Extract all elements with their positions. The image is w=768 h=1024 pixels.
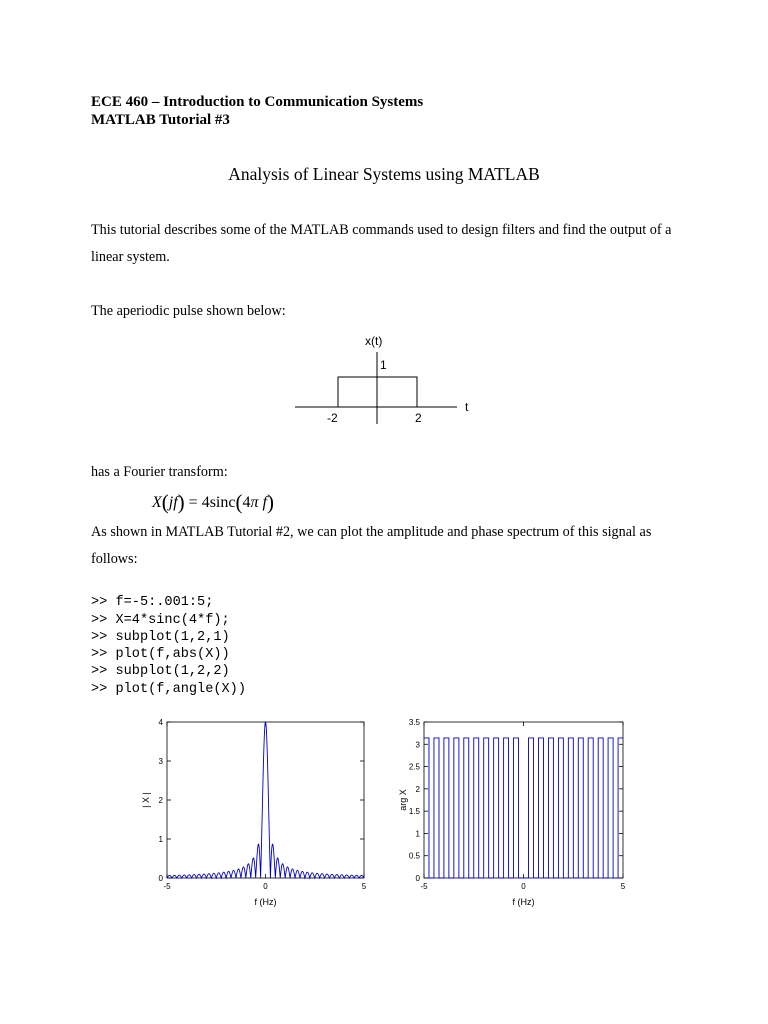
phase-chart — [385, 710, 635, 915]
course-title: ECE 460 – Introduction to Communication Systems — [91, 94, 424, 110]
y-tick-label: 0 — [158, 874, 163, 883]
amplitude-series-line — [167, 722, 364, 878]
x-tick-label: 0 — [263, 882, 268, 891]
code-line: >> X=4*sinc(4*f); — [91, 612, 230, 628]
y-tick-label: 0 — [415, 874, 420, 883]
x-tick-label: -5 — [163, 882, 171, 891]
pulse-t-label: t — [465, 400, 469, 414]
phase-ylabel: arg X — [398, 789, 408, 811]
y-tick-label: 2 — [415, 784, 420, 794]
y-tick-label: 2.5 — [408, 762, 420, 772]
formula-pi: π — [250, 494, 259, 511]
page-title: Analysis of Linear Systems using MATLAB — [228, 164, 540, 184]
formula-var: f — [262, 494, 267, 511]
formula-func: sinc — [209, 494, 236, 511]
y-tick-label: 1.5 — [408, 807, 420, 817]
intro-paragraph: This tutorial describes some of the MATLAB commands used to design filters and find the output of a linear system. — [91, 222, 672, 265]
amplitude-chart — [130, 710, 380, 915]
tutorial-number: MATLAB Tutorial #3 — [91, 112, 230, 128]
fourier-intro-text: has a Fourier transform: — [91, 464, 228, 480]
pulse-right-tick: 2 — [415, 411, 422, 425]
y-tick-label: 3.5 — [408, 718, 420, 727]
code-line: >> f=-5:.001:5; — [91, 595, 214, 611]
code-line: >> plot(f,angle(X)) — [91, 681, 246, 697]
y-tick-label: 1 — [158, 835, 163, 844]
y-tick-label: 3 — [158, 757, 163, 766]
code-line: >> plot(f,abs(X)) — [91, 647, 230, 663]
phase-series-line — [424, 738, 623, 878]
x-tick-label: 0 — [521, 882, 526, 891]
fourier-formula: X(jf) = 4sinc(4π f) — [152, 490, 274, 514]
y-tick-label: 2 — [158, 796, 163, 805]
formula-arg: jf — [168, 494, 178, 511]
phase-xlabel: f (Hz) — [512, 897, 535, 907]
pulse-left-tick: -2 — [327, 411, 338, 425]
pulse-amplitude-label: 1 — [380, 358, 387, 372]
y-tick-label: 4 — [158, 718, 163, 727]
formula-coef: 4 — [242, 494, 251, 511]
amplitude-ylabel: | X | — [141, 792, 151, 808]
pulse-y-label: x(t) — [365, 334, 383, 348]
formula-equals: = 4 — [188, 494, 210, 511]
pulse-diagram — [285, 328, 485, 428]
code-line: >> subplot(1,2,2) — [91, 664, 230, 680]
matlab-code-block — [91, 577, 246, 715]
x-tick-label: 5 — [361, 882, 367, 891]
amplitude-plot-frame — [167, 722, 364, 878]
x-tick-label: -5 — [420, 882, 428, 891]
formula-lhs: X — [152, 494, 162, 511]
tutorial2-paragraph: As shown in MATLAB Tutorial #2, we can plot the amplitude and phase spectrum of this signal as follows: — [91, 524, 652, 567]
y-tick-label: 0.5 — [408, 851, 420, 861]
pulse-intro-text: The aperiodic pulse shown below: — [91, 303, 286, 319]
code-line: >> subplot(1,2,1) — [91, 629, 230, 645]
y-tick-label: 3 — [415, 740, 420, 750]
y-tick-label: 1 — [415, 829, 420, 839]
amplitude-xlabel: f (Hz) — [254, 897, 277, 907]
x-tick-label: 5 — [620, 882, 626, 891]
